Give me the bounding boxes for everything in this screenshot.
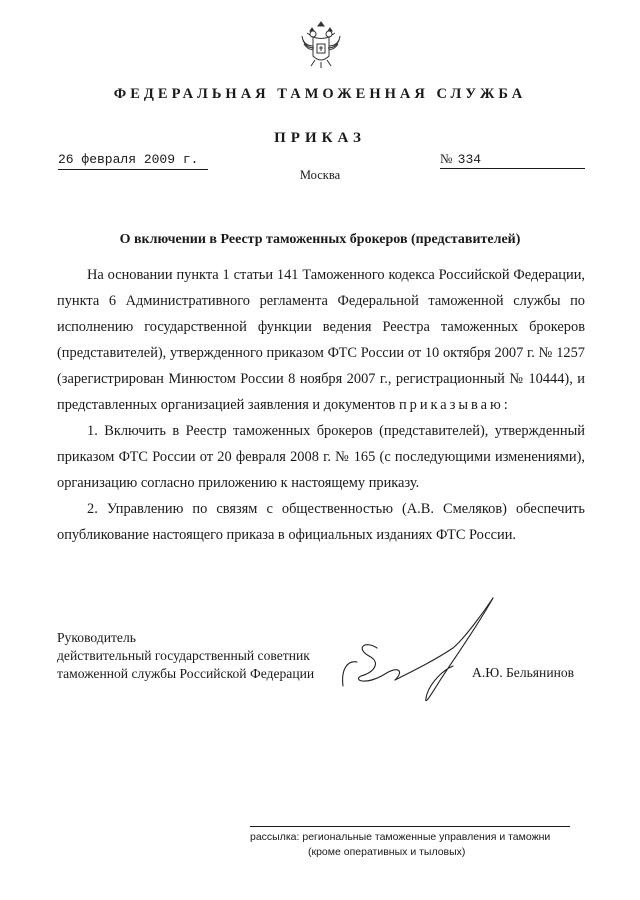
agency-name: ФЕДЕРАЛЬНАЯ ТАМОЖЕННАЯ СЛУЖБА [113,86,527,102]
preamble-text: На основании пункта 1 статьи 141 Таможенного кодекса Российской Федерации, пункта 6 Административного регламента Федеральной таможенной службы по исполнению государственной функции ведения Реестра таможенных брокеров (представителей), утвержденного приказом ФТС России от 10 октября 2007 г. № 1257 (зарегистрирован Минюстом России 8 ноября 2007 г., регистрационный № 10444), и представленных организацией заявления и документов [57,267,585,413]
city: Москва [299,168,341,182]
distribution-list [250,830,570,860]
preamble-paragraph [57,262,585,418]
order-number [440,151,585,169]
distribution-line: (кроме оперативных и тыловых) [308,846,466,858]
signatory-name: А.Ю. Бельянинов [472,665,575,680]
signatory-title-line: таможенной службы Российской Федерации [57,666,315,681]
command-word: приказываю: [398,397,511,413]
item-paragraph: 2. Управлению по связям с общественностью (А.В. Смеляков) обеспечить опубликование настоящего приказа в официальных изданиях ФТС России. [57,501,585,543]
number-sign: № [440,151,453,166]
signatory-title-line: Руководитель [57,630,136,645]
russian-double-headed-eagle-icon [298,18,344,72]
distribution-divider [250,826,570,827]
order-date: 26 февраля 2009 г. [58,152,208,170]
distribution-line: рассылка: региональные таможенные управления и таможни [250,831,551,843]
signatory-title-line: действительный государственный советник [57,648,310,663]
document-type: ПРИКАЗ [274,130,366,146]
number-value: 334 [457,152,482,167]
signatory-title [57,629,357,683]
order-subject: О включении в Реестр таможенных брокеров (представителей) [119,232,521,247]
handwritten-signature [335,590,505,720]
item-paragraph: 1. Включить в Реестр таможенных брокеров (представителей), утвержденный приказом ФТС России от 20 февраля 2008 г. № 165 (с последующими изменениями), организацию согласно приложению к настоящему приказу. [57,423,585,491]
order-body [57,262,585,548]
